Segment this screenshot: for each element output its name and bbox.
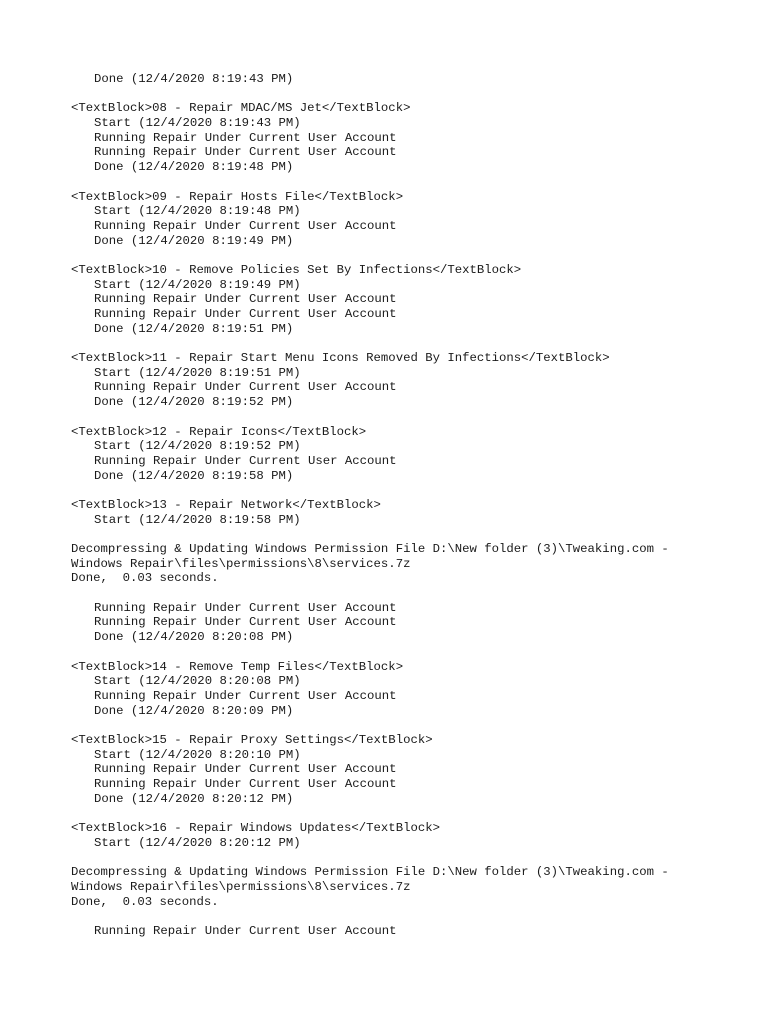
log-entry-line: Running Repair Under Current User Account — [94, 380, 397, 395]
blank-line — [71, 806, 751, 821]
blank-line — [71, 336, 751, 351]
log-entry-line: Done (12/4/2020 8:19:58 PM) — [94, 468, 294, 483]
log-entry-line: Start (12/4/2020 8:20:10 PM) — [94, 747, 301, 762]
log-header-line: <TextBlock>16 - Repair Windows Updates</TextBlock> — [71, 821, 440, 836]
log-entry-line: Running Repair Under Current User Account — [94, 923, 397, 938]
log-header-line: <TextBlock>10 - Remove Policies Set By Infections</TextBlock> — [71, 262, 522, 277]
log-header-line: <TextBlock>11 - Repair Start Menu Icons Removed By Infections</TextBlock> — [71, 351, 610, 366]
log-header-line: <TextBlock>13 - Repair Network</TextBlock> — [71, 497, 381, 512]
log-header-line: Decompressing & Updating Windows Permission File D:\New folder (3)\Tweaking.com - — [71, 542, 669, 556]
log-entry-line: Running Repair Under Current User Account — [94, 688, 397, 703]
log-entry-line: Start (12/4/2020 8:19:51 PM) — [94, 365, 301, 380]
blank-line — [71, 87, 751, 102]
log-header-line: Done, 0.03 seconds. — [71, 894, 219, 909]
log-entry-line: Running Repair Under Current User Account — [94, 292, 397, 307]
log-entry-line: Start (12/4/2020 8:19:58 PM) — [94, 512, 301, 527]
log-entry-line: Running Repair Under Current User Account — [94, 453, 397, 468]
log-entry-line: Running Repair Under Current User Account — [94, 762, 397, 777]
repair-log-document — [71, 72, 751, 939]
log-entry-line: Running Repair Under Current User Account — [94, 130, 397, 145]
log-entry-line: Start (12/4/2020 8:19:48 PM) — [94, 204, 301, 219]
blank-line — [71, 645, 751, 660]
blank-line — [71, 850, 751, 865]
log-header-line: <TextBlock>12 - Repair Icons</TextBlock> — [71, 424, 367, 439]
log-entry-line: Start (12/4/2020 8:19:52 PM) — [94, 439, 301, 454]
blank-line — [71, 718, 751, 733]
log-header-line: Windows Repair\files\permissions\8\services.7z — [71, 556, 411, 571]
log-entry-line: Done (12/4/2020 8:20:09 PM) — [94, 703, 294, 718]
blank-line — [71, 175, 751, 190]
log-entry-line: Start (12/4/2020 8:19:43 PM) — [94, 116, 301, 131]
log-entry-line: Running Repair Under Current User Account — [94, 777, 397, 791]
log-entry-line: Running Repair Under Current User Account — [94, 600, 397, 615]
log-header-line: Windows Repair\files\permissions\8\services.7z — [71, 879, 411, 894]
log-entry-line: Done (12/4/2020 8:19:52 PM) — [94, 395, 294, 410]
blank-line — [71, 248, 751, 263]
log-entry-line: Running Repair Under Current User Account — [94, 615, 397, 630]
log-entry-line: Done (12/4/2020 8:19:49 PM) — [94, 233, 294, 248]
blank-line — [71, 909, 751, 924]
blank-line — [71, 586, 751, 601]
log-entry-line: Start (12/4/2020 8:20:08 PM) — [94, 674, 301, 689]
blank-line — [71, 483, 751, 498]
blank-line — [71, 410, 751, 425]
log-entry-line: Start (12/4/2020 8:20:12 PM) — [94, 835, 301, 850]
log-header-line: Done, 0.03 seconds. — [71, 571, 219, 586]
log-entry-line: Running Repair Under Current User Account — [94, 145, 397, 160]
log-entry-line: Done (12/4/2020 8:19:43 PM) — [94, 72, 294, 86]
log-entry-line: Done (12/4/2020 8:20:12 PM) — [94, 791, 294, 806]
log-header-line: <TextBlock>14 - Remove Temp Files</TextBlock> — [71, 659, 404, 674]
log-entry-line: Done (12/4/2020 8:20:08 PM) — [94, 630, 294, 645]
log-header-line: Decompressing & Updating Windows Permission File D:\New folder (3)\Tweaking.com - — [71, 865, 669, 880]
log-entry-line: Done (12/4/2020 8:19:48 PM) — [94, 160, 294, 175]
log-entry-line: Running Repair Under Current User Account — [94, 218, 397, 233]
log-entry-line: Start (12/4/2020 8:19:49 PM) — [94, 277, 301, 292]
log-header-line: <TextBlock>15 - Repair Proxy Settings</TextBlock> — [71, 732, 433, 747]
blank-line — [71, 527, 751, 542]
log-header-line: <TextBlock>08 - Repair MDAC/MS Jet</TextBlock> — [71, 101, 411, 116]
log-header-line: <TextBlock>09 - Repair Hosts File</TextBlock> — [71, 189, 404, 204]
log-entry-line: Running Repair Under Current User Account — [94, 307, 397, 321]
log-entry-line: Done (12/4/2020 8:19:51 PM) — [94, 321, 294, 336]
